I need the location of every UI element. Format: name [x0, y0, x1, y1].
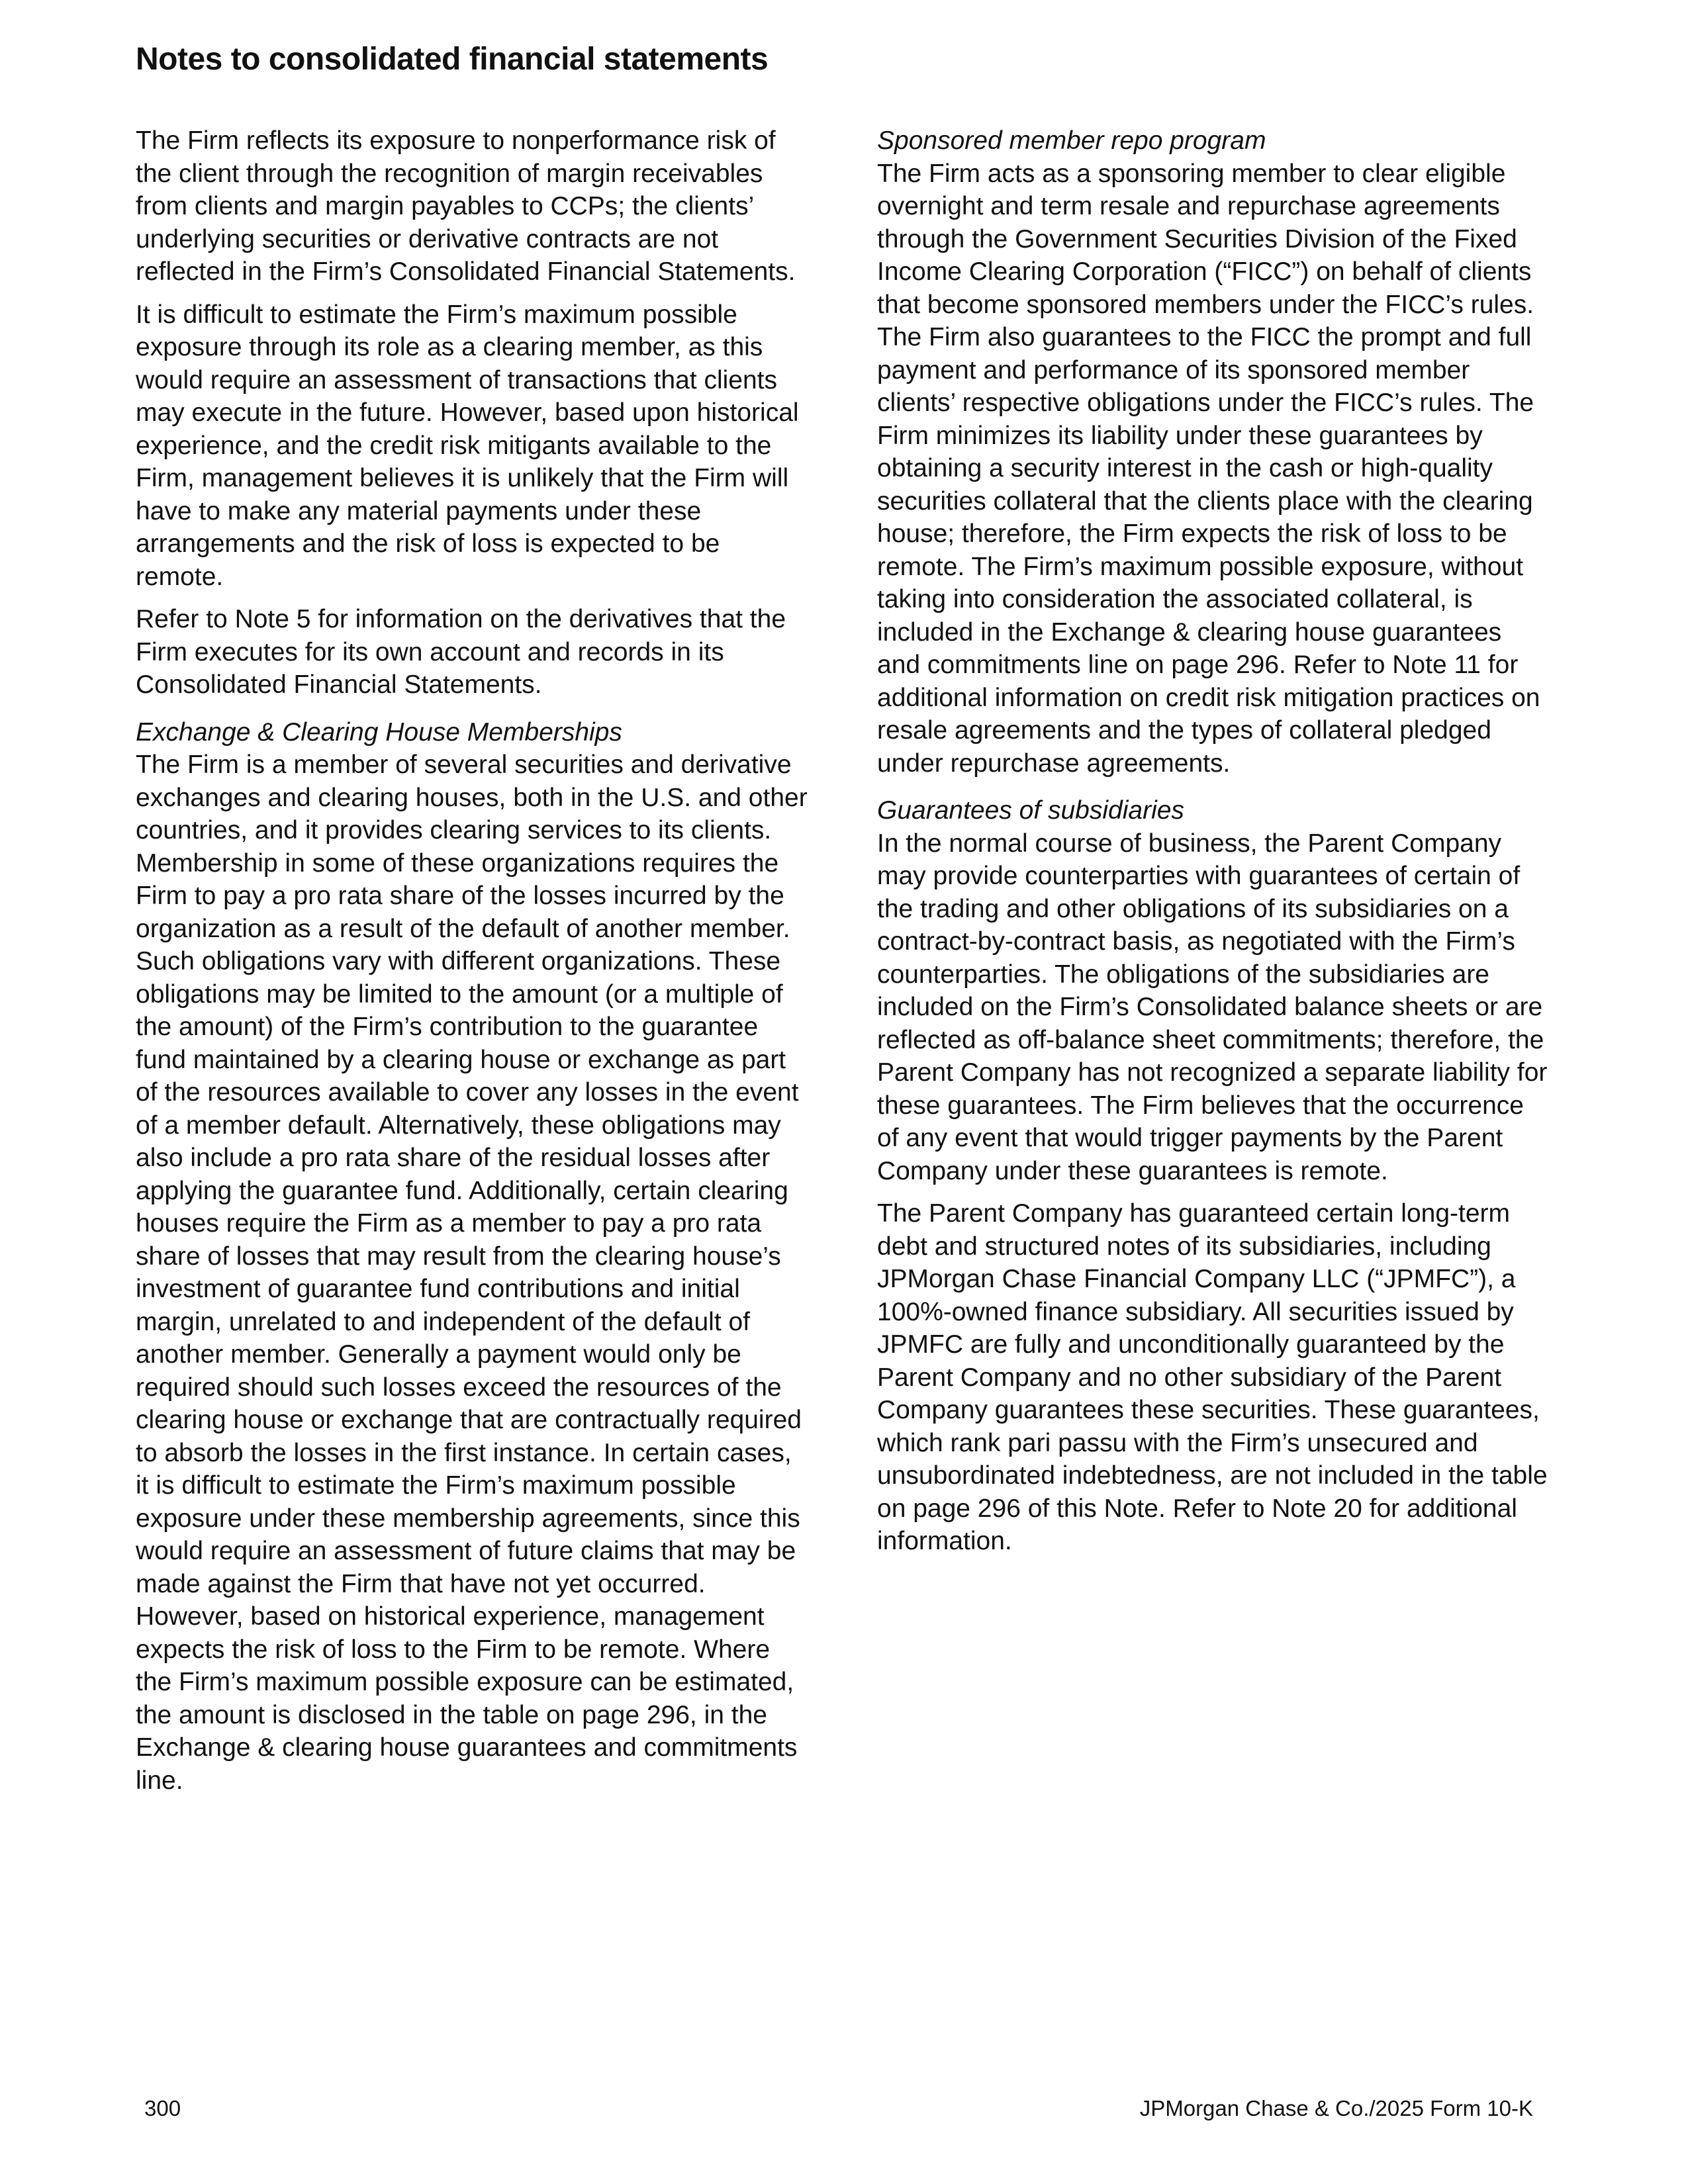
paragraph-parent-guarantees: The Parent Company has guaranteed certain long-term debt and structured notes of its subsidiaries, including JPMorgan Chase Financial Company LLC (“JPMFC”), a 100%-owned finance subsidiary. All securities issued by JPMFC are fully and unconditionally guaranteed by the Parent Company and no other subsidiary of the Parent Company guarantees these securities. These guarantees, which rank pari passu with the Firm’s unsecured and unsubordinated indebtedness, are not included in the table on page 296 of this Note. Refer to Note 20 for additional information.: [877, 1199, 1548, 1555]
page-title: Notes to consolidated financial statements: [136, 42, 769, 77]
section-heading-guarantees-subsidiaries: Guarantees of subsidiaries: [877, 796, 1184, 825]
exchange-memberships-body: The Firm is a member of several securities and derivative exchanges and clearing houses, both in the U.S. and other countries, and it provides clearing services to its clients. Membership in some of these organizations requires the Firm to pay a pro rata share of the losses incurred by the organization as a result of the default of another member. Such obligations vary with different organizations. These obligations may be limited to the amount (or a multiple of the amount) of the Firm’s contribution to the guarantee fund maintained by a clearing house or exchange as part of the resources available to cover any losses in the event of a member default. Alternatively, these obligations may also include a pro rata share of the residual losses after applying the guarantee fund. Additionally, certain clearing houses require the Firm as a member to pay a pro rata share of losses that may result from the clearing house’s investment of guarantee fund contributions and initial margin, unrelated to and independent of the default of another member. Generally a payment would only be required should such losses exceed the resources of the clearing house or exchange that are contractually required to absorb the losses in the first instance. In certain cases, it is difficult to estimate the Firm’s maximum possible exposure under these membership agreements, since this would require an assessment of future claims that may be made against the Firm that have not yet occurred. However, based on historical experience, management expects the risk of loss to the Firm to be remote. Where the Firm’s maximum possible exposure can be estimated, the amount is disclosed in the table on page 296, in the Exchange & clearing house guarantees and commitments line.: [136, 751, 808, 1795]
section-heading-sponsored-repo: Sponsored member repo program: [877, 126, 1266, 155]
section-heading-exchange-memberships: Exchange & Clearing House Memberships: [136, 717, 622, 747]
left-column: [136, 124, 808, 1811]
sponsored-repo-body: The Firm acts as a sponsoring member to clear eligible overnight and term resale and repurchase agreements through the Government Securities Division of the Fixed Income Clearing Corporation (“FICC”) on behalf of clients that become sponsored members under the FICC’s rules. The Firm also guarantees to the FICC the prompt and full payment and performance of its sponsored member clients’ respective obligations under the FICC’s rules. The Firm minimizes its liability under these guarantees by obtaining a security interest in the cash or high-quality securities collateral that the clients place with the clearing house; therefore, the Firm expects the risk of loss to be remote. The Firm’s maximum possible exposure, without taking into consideration the associated collateral, is included in the Exchange & clearing house guarantees and commitments line on page 296. Refer to Note 11 for additional information on credit risk mitigation practices on resale agreements and the types of collateral pledged under repurchase agreements.: [877, 159, 1540, 778]
guarantees-subsidiaries-body: In the normal course of business, the Parent Company may provide counterparties with guarantees of certain of the trading and other obligations of its subsidiaries on a contract-by-contract basis, as negotiated with the Firm’s counterparties. The obligations of the subsidiaries are included on the Firm’s Consolidated balance sheets or are reflected as off-balance sheet commitments; therefore, the Parent Company has not recognized a separate liability for these guarantees. The Firm believes that the occurrence of any event that would trigger payments by the Parent Company under these guarantees is remote.: [877, 829, 1548, 1185]
exchange-memberships-section: [136, 716, 808, 1797]
paragraph-derivatives-reference: Refer to Note 5 for information on the derivatives that the Firm executes for its own account and records in its Consolidated Financial Statements.: [136, 605, 786, 699]
guarantees-subsidiaries-section: [877, 794, 1549, 1187]
sponsored-repo-section: [877, 124, 1549, 780]
right-column: [877, 124, 1549, 1568]
footer-source: JPMorgan Chase & Co./2025 Form 10-K: [1139, 2096, 1533, 2120]
paragraph-margin-exposure: The Firm reflects its exposure to nonperformance risk of the client through the recognition of margin receivables from clients and margin payables to CCPs; the clients’ underlying securities or derivative contracts are not reflected in the Firm’s Consolidated Financial Statements.: [136, 126, 796, 286]
paragraph-clearing-member-exposure: It is difficult to estimate the Firm’s maximum possible exposure through its role as a clearing member, as this would require an assessment of transactions that clients may execute in the future. However, based upon historical experience, and the credit risk mitigants available to the Firm, management believes it is unlikely that the Firm will have to make any material payments under these arrangements and the risk of loss is expected to be remote.: [136, 300, 799, 591]
page-number: 300: [144, 2096, 181, 2120]
